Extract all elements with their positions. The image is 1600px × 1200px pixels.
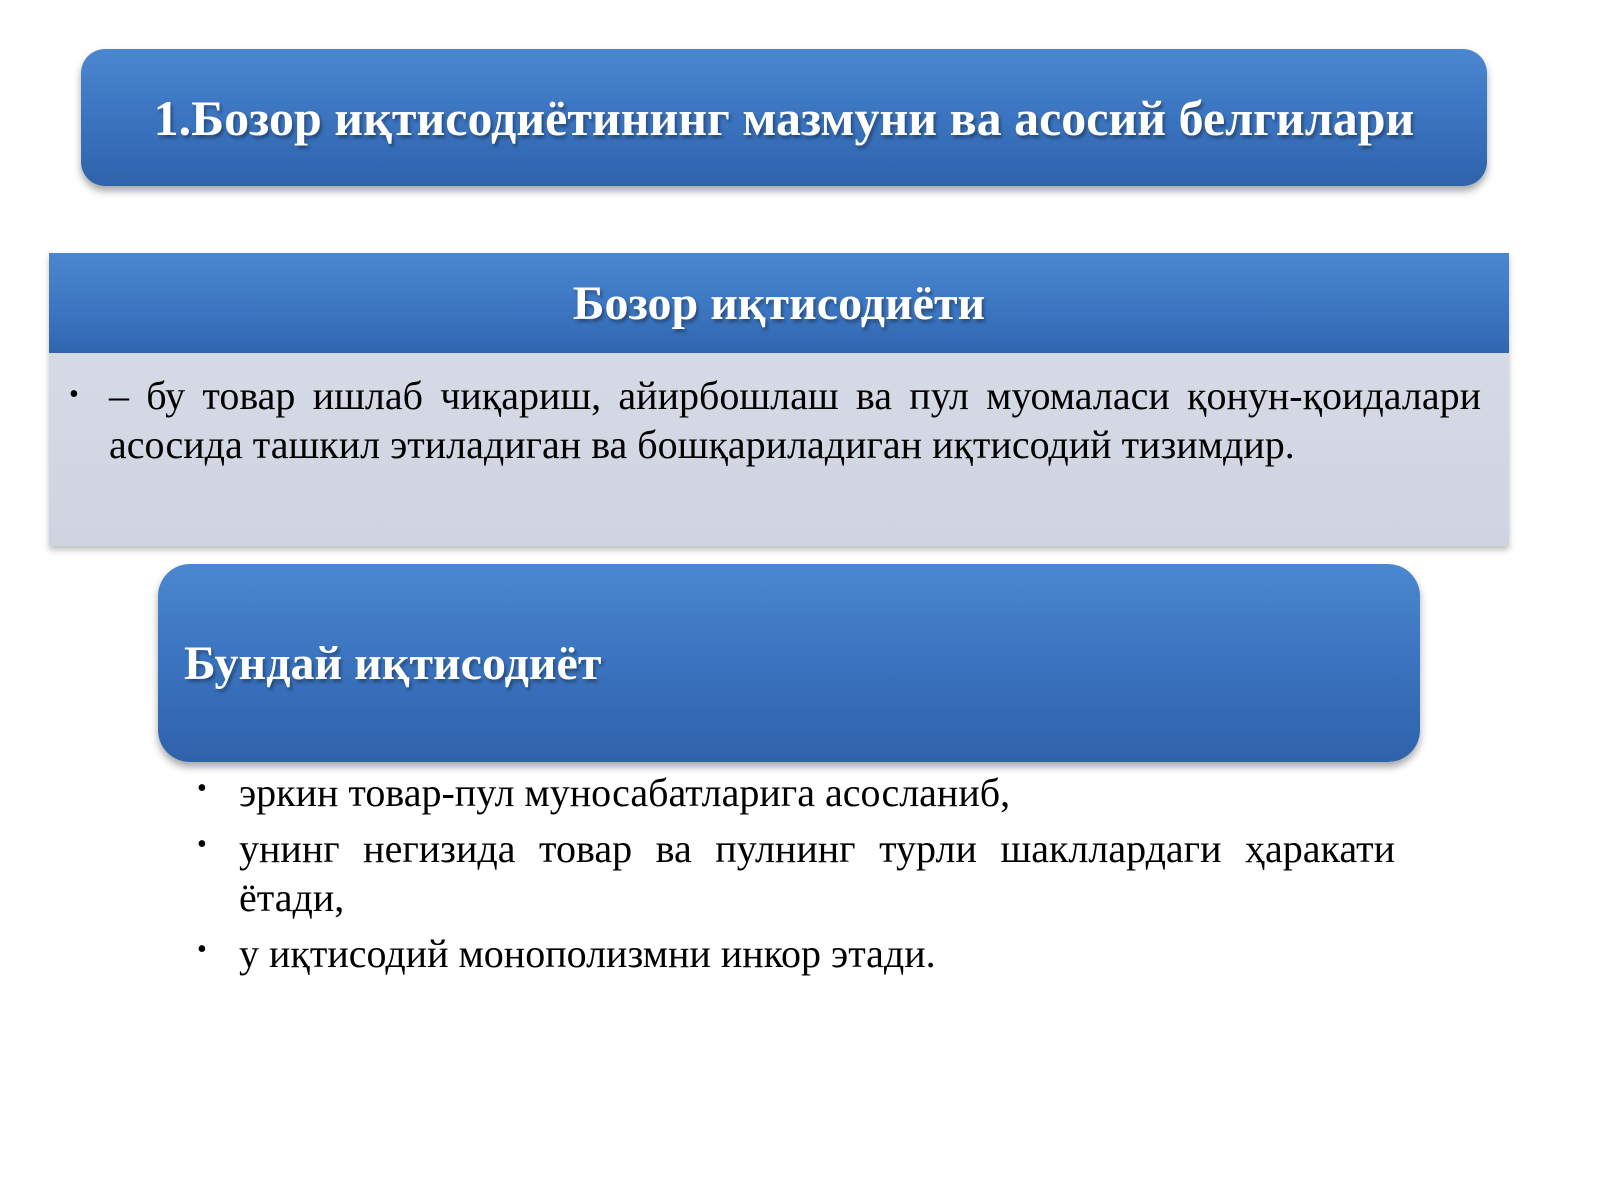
bullet-icon: • — [197, 829, 207, 860]
slide-title-banner — [81, 49, 1487, 186]
definition-header — [49, 253, 1509, 353]
features-heading-box — [158, 564, 1420, 762]
feature-text: у иқтисодий монополизмни инкор этади. — [239, 931, 936, 976]
features-heading: Бундай иқтисодиёт — [184, 636, 602, 690]
definition-card — [49, 253, 1509, 546]
bullet-icon: • — [197, 773, 207, 804]
slide-title: 1.Бозор иқтисодиётининг мазмуни ва асосий белгилари — [153, 89, 1415, 146]
features-list — [197, 768, 1395, 985]
list-item — [197, 768, 1395, 817]
definition-text: – бу товар ишлаб чиқариш, айирбошлаш ва пул муомаласи қонун-қоидалари асосида ташкил этиладиган ва бошқариладиган иқтисодий тизимдир. — [109, 373, 1481, 467]
feature-text: унинг негизида товар ва пулнинг турли шакллардаги ҳаракати ётади, — [239, 826, 1395, 920]
definition-heading: Бозор иқтисодиёти — [572, 276, 986, 330]
feature-text: эркин товар-пул муносабатларига асосланиб, — [239, 770, 1011, 815]
list-item — [197, 824, 1395, 922]
bullet-icon: • — [69, 379, 79, 410]
bullet-icon: • — [197, 934, 207, 965]
list-item — [197, 929, 1395, 978]
definition-body — [49, 353, 1509, 546]
